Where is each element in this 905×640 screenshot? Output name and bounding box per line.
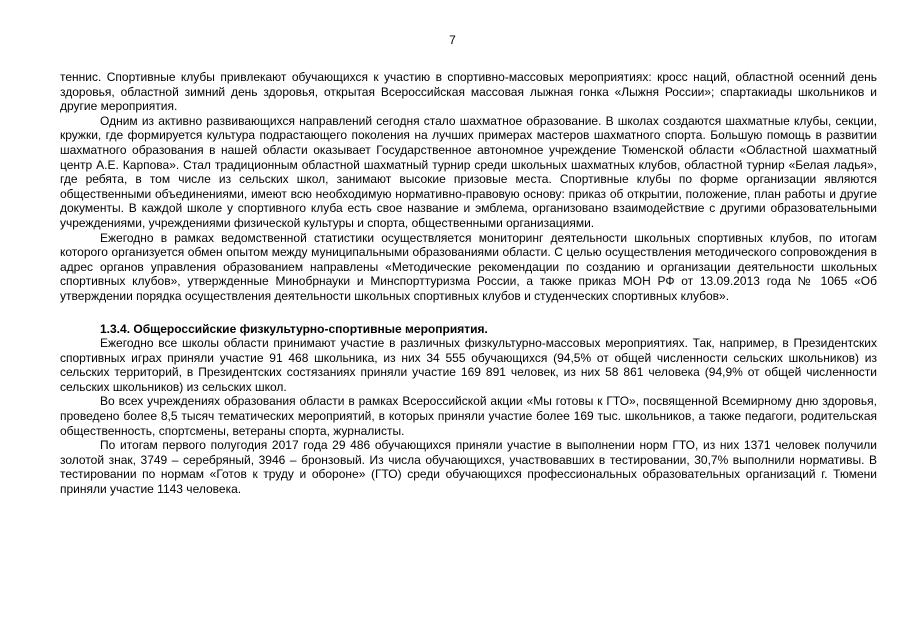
paragraph-gto-action: Во всех учреждениях образования области в рамках Всероссийской акции «Мы готовы к ГТО», посвященной Всемирному дню здоровья, проведено более 8,5 тысяч тематических мероприятий, в которых приняли участие более 169 тыс. школьников, а также педагоги, родительская общественность, спортсмены, ветераны спорта, журналисты.	[60, 394, 877, 438]
paragraph-presidential-games: Ежегодно все школы области принимают участие в различных физкультурно-массовых мероприятиях. Так, например, в Президентских спортивных играх приняли участие 91 468 школьника, из них 34 555 обучающихся (94,5% от общей численности сельских школьников) из сельских территорий, в Президентских состязаниях приняли участие 169 891 человек, из них 58 861 человека (94,9% от общей численности сельских школьников) из сельских школ.	[60, 336, 877, 394]
paragraph-monitoring: Ежегодно в рамках ведомственной статистики осуществляется мониторинг деятельности школьных спортивных клубов, по итогам которого организуется обмен опытом между муниципальными образованиями области. С целью осуществления методического сопровождения в адрес органов управления образованием направлены «Методические рекомендации по созданию и организации деятельности школьных спортивных клубов», утвержденные Минобрнауки и Минспорттуризма России, а также приказ МОН РФ от 13.09.2013 года № 1065 «Об утверждении порядка осуществления деятельности школьных спортивных клубов и студенческих спортивных клубов».	[60, 230, 877, 303]
document-body	[60, 70, 877, 497]
section-heading: 1.3.4. Общероссийские физкультурно-спортивные мероприятия.	[100, 321, 488, 336]
page-number: 7	[449, 33, 456, 47]
paragraph-gto-results: По итогам первого полугодия 2017 года 29 486 обучающихся приняли участие в выполнении норм ГТО, из них 1371 человек получили золотой знак, 3749 – серебряный, 3946 – бронзовый. Из числа обучающихся, участвовавших в тестировании, 30,7% выполнили нормативы. В тестировании по нормам «Готов к труду и обороне» (ГТО) среди обучающихся профессиональных образовательных организаций г. Тюмени приняли участие 1143 человека.	[60, 438, 877, 497]
paragraph-clubs-events: теннис. Спортивные клубы привлекают обучающихся к участию в спортивно-массовых мероприятиях: кросс наций, областной осенний день здоровья, областной зимний день здоровья, открытая Всероссийская массовая лыжная гонка «Лыжня России»; спартакиады школьников и другие мероприятия.	[60, 70, 877, 114]
paragraph-chess-education: Одним из активно развивающихся направлений сегодня стало шахматное образование. В школах создаются шахматные клубы, секции, кружки, где формируется культура подрастающего поколения на лучших примерах мастеров шахматного спорта. Большую помощь в развитии шахматного образования в нашей области оказывает Государственное автономное учреждение Тюменской области «Областной шахматный центр А.Е. Карпова». Стал традиционным областной шахматный турнир среди школьных шахматных клубов, областной турнир «Белая ладья», где ребята, в том числе из сельских школ, занимают высокие призовые места. Спортивные клубы по форме организации являются общественными объединениями, имеют всю необходимую нормативно-правовую основу: приказ об открытии, положение, план работы и другие документы. В каждой школе у спортивного клуба есть свое название и эмблема, организовано взаимодействие с другими образовательными учреждениями, учреждениями физической культуры и спорта, общественными организациями.	[60, 113, 877, 230]
